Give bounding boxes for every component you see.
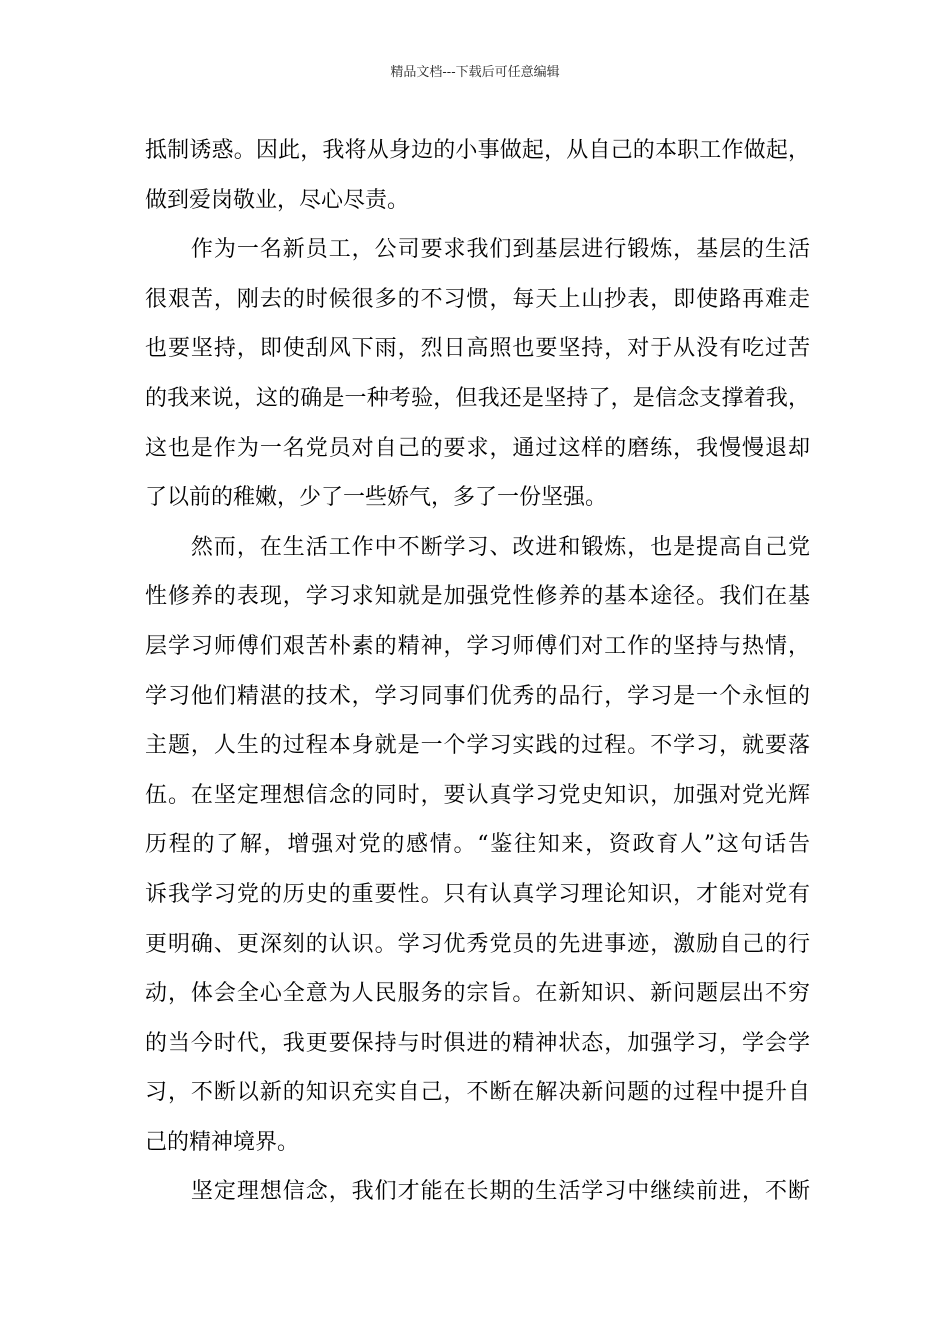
page-header: 精品文档---下载后可任意编辑 [390,65,560,80]
text-line: 了以前的稚嫩，少了一些娇气，多了一份坚强。 [145,485,608,511]
text-line: 作为一名新员工，公司要求我们到基层进行锻炼，基层的生活 [145,237,810,263]
text-line: 很艰苦，刚去的时候很多的不习惯，每天上山抄表，即使路再难走 [145,286,810,312]
text-line: 伍。在坚定理想信念的同时，要认真学习党史知识，加强对党光辉 [145,782,810,808]
text-line: 也要坚持，即使刮风下雨，烈日高照也要坚持，对于从没有吃过苦 [145,336,810,362]
text-line: 然而，在生活工作中不断学习、改进和锻炼，也是提高自己党 [145,534,810,560]
text-line: 做到爱岗敬业，尽心尽责。 [145,187,410,213]
text-line: 己的精神境界。 [145,1129,300,1155]
text-line: 学习他们精湛的技术，学习同事们优秀的品行，学习是一个永恒的 [145,683,810,709]
text-line: 历程的了解，增强对党的感情。“鉴往知来，资政育人”这句话告 [145,832,810,858]
text-line: 动，体会全心全意为人民服务的宗旨。在新知识、新问题层出不穷 [145,981,810,1007]
text-line: 性修养的表现，学习求知就是加强党性修养的基本途径。我们在基 [145,584,810,610]
text-line: 这也是作为一名党员对自己的要求，通过这样的磨练，我慢慢退却 [145,435,810,461]
document-body [145,126,810,1217]
text-line: 主题，人生的过程本身就是一个学习实践的过程。不学习，就要落 [145,733,810,759]
text-line: 层学习师傅们艰苦朴素的精神，学习师傅们对工作的坚持与热情， [145,633,810,659]
text-line: 更明确、更深刻的认识。学习优秀党员的先进事迹，激励自己的行 [145,931,810,957]
text-line: 的当今时代，我更要保持与时俱进的精神状态，加强学习，学会学 [145,1030,810,1056]
text-line: 习，不断以新的知识充实自己，不断在解决新问题的过程中提升自 [145,1080,810,1106]
text-line: 的我来说，这的确是一种考验，但我还是坚持了，是信念支撑着我， [145,385,810,411]
text-line: 诉我学习党的历史的重要性。只有认真学习理论知识，才能对党有 [145,881,810,907]
text-line: 抵制诱惑。因此，我将从身边的小事做起，从自己的本职工作做起， [145,138,810,163]
text-line: 坚定理想信念，我们才能在长期的生活学习中继续前进，不断 [145,1179,810,1205]
